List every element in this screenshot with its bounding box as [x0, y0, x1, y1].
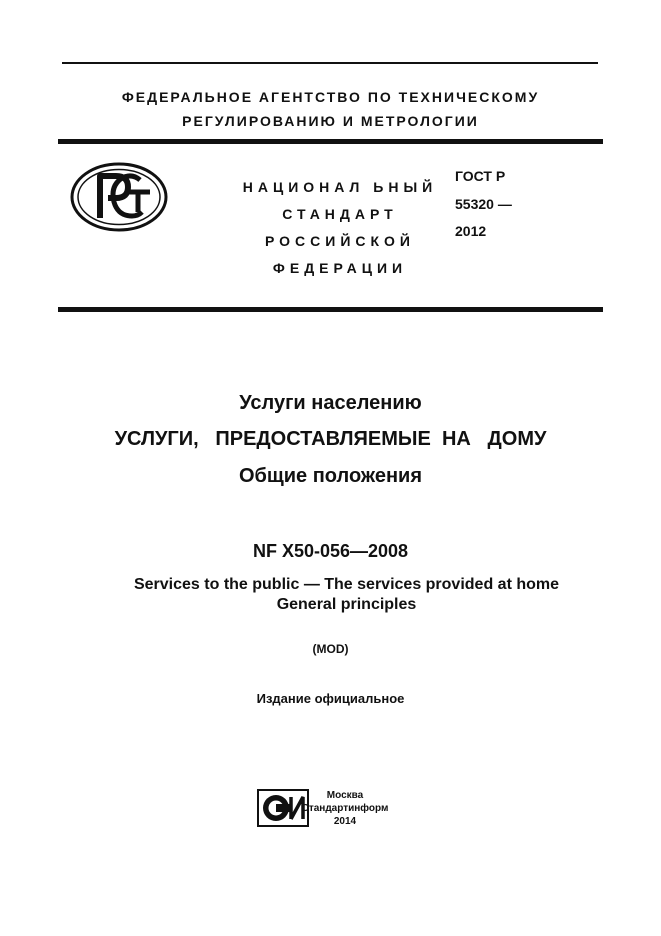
designation-line1: ГОСТ Р: [455, 168, 506, 184]
edition-label: Издание официальное: [256, 691, 405, 706]
standard-type-line1: НАЦИОНАЛ ЬНЫЙ: [242, 179, 438, 195]
publisher-year: 2014: [333, 816, 357, 827]
title-line3: Общие положения: [238, 465, 423, 487]
publisher-name: Стандартинформ: [301, 803, 389, 814]
certification-logo: [70, 162, 168, 232]
header-thick-rule: [58, 139, 603, 144]
title-line1: Услуги населению: [239, 392, 422, 414]
standard-type-line2: СТАНДАРТ: [282, 206, 398, 222]
publisher-city: Москва: [326, 790, 364, 801]
designation-line2: 55320 —: [455, 196, 512, 212]
reference-code: NF X50-056—2008: [252, 541, 409, 561]
title-line2: УСЛУГИ, ПРЕДОСТАВЛЯЕМЫЕ НА ДОМУ: [114, 428, 547, 450]
english-title-line2: General principles: [276, 596, 417, 613]
english-title-line1: Services to the public — The services provided at home: [133, 576, 560, 593]
top-rule: [62, 62, 598, 64]
agency-name-line1: ФЕДЕРАЛЬНОЕ АГЕНТСТВО ПО ТЕХНИЧЕСКОМУ: [121, 89, 540, 105]
standard-block-rule: [58, 307, 603, 312]
designation-line3: 2012: [455, 223, 487, 239]
standard-type-line4: ФЕДЕРАЦИИ: [272, 260, 408, 276]
standard-type-line3: РОССИЙСКОЙ: [265, 233, 415, 249]
modification-mark: (MOD): [312, 642, 349, 656]
rst-mark-icon: [70, 162, 168, 232]
agency-name-line2: РЕГУЛИРОВАНИЮ И МЕТРОЛОГИИ: [182, 113, 479, 129]
